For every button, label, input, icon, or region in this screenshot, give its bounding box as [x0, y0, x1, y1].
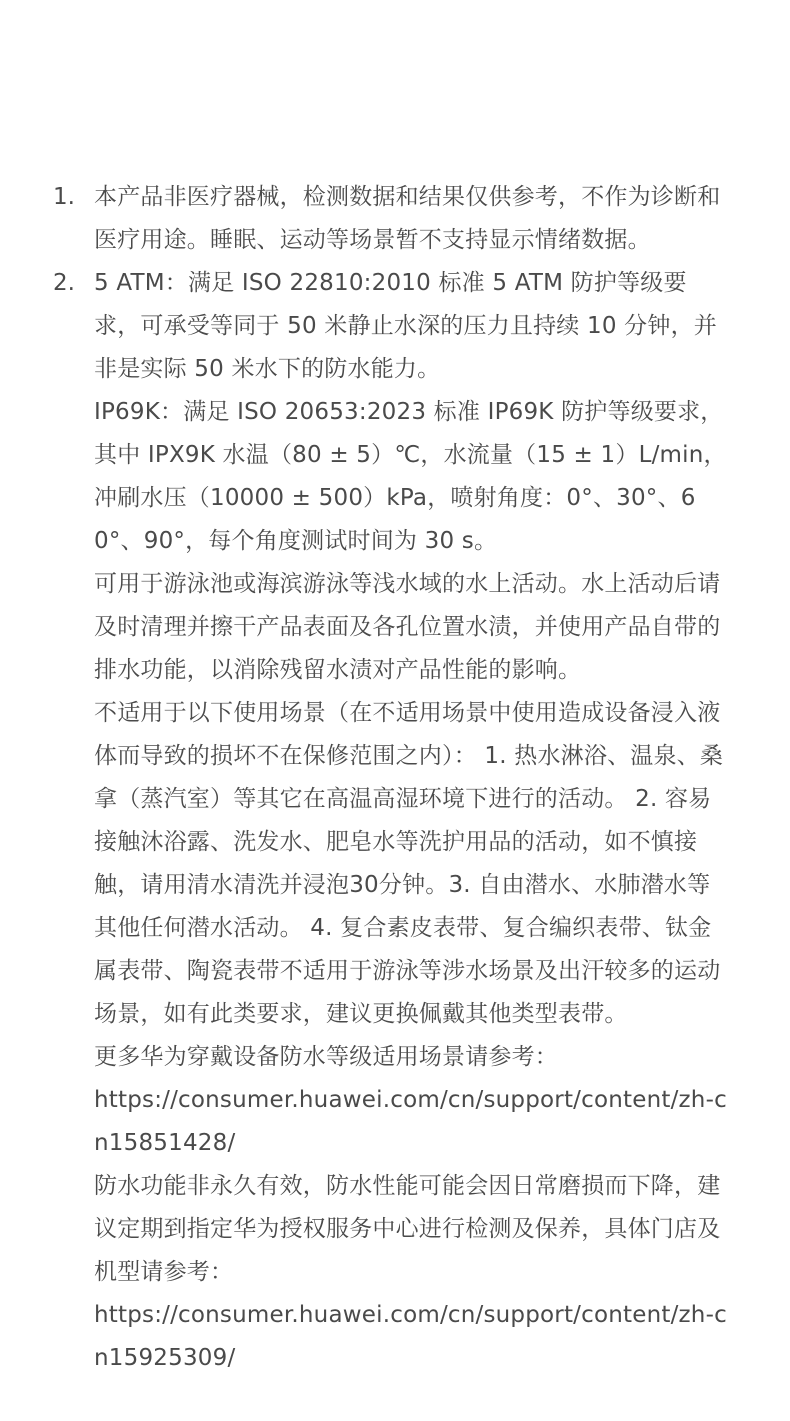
maintenance-advice-text: 防水功能非永久有效，防水性能可能会因日常磨损而下降，建议定期到指定华为授权服务中心进行检测及保养，具体门店及机型请参考：	[94, 1173, 721, 1285]
atm-rating-text: 5 ATM：满足 ISO 22810:2010 标准 5 ATM 防护等级要求，可承受等同于 50 米静止水深的压力且持续 10 分钟，并非是实际 50 米水下的防水能力。	[94, 270, 717, 382]
unsuitable-scenarios-text: 不适用于以下使用场景（在不适用场景中使用造成设备浸入液体而导致的损坏不在保修范围之内）： 1. 热水淋浴、温泉、桑拿（蒸汽室）等其它在高温高湿环境下进行的活动。 2. 容易接触沐浴露、洗发水、肥皂水等洗护用品的活动，如不慎接触，请用清水清洗并浸泡30分钟。3. 自由潜水、水肺潜水等其他任何潜水活动。 4. 复合素皮表带、复合编织表带、钛金属表带、陶瓷表带不适用于游泳等涉水场景及出汗较多的运动场景，如有此类要求，建议更换佩戴其他类型表带。	[94, 700, 724, 1027]
footnote-item-1	[0, 176, 790, 262]
ip69k-rating-text: IP69K：满足 ISO 20653:2023 标准 IP69K 防护等级要求，其中 IPX9K 水温（80 ± 5）℃，水流量（15 ± 1）L/min，冲刷水压（10000 ± 500）kPa，喷射角度：0°、30°、60°、90°，每个角度测试时间为 30 s。	[94, 399, 727, 554]
medical-disclaimer-text: 本产品非医疗器械，检测数据和结果仅供参考，不作为诊断和医疗用途。睡眠、运动等场景暂不支持显示情绪数据。	[94, 184, 721, 253]
reference-link-2: https://consumer.huawei.com/cn/support/content/zh-cn15925309/	[94, 1302, 727, 1371]
swimming-usage-text: 可用于游泳池或海滨游泳等浅水域的水上活动。水上活动后请及时清理并擦干产品表面及各孔位置水渍，并使用产品自带的排水功能，以消除残留水渍对产品性能的影响。	[94, 571, 721, 683]
reference-intro-text: 更多华为穿戴设备防水等级适用场景请参考：	[94, 1044, 558, 1070]
reference-link-1: https://consumer.huawei.com/cn/support/content/zh-cn15851428/	[94, 1087, 727, 1156]
footnote-number: 2.	[53, 270, 75, 296]
footnote-item-2	[0, 262, 790, 1380]
footnote-list	[0, 176, 790, 1380]
footnote-number: 1.	[53, 184, 75, 210]
